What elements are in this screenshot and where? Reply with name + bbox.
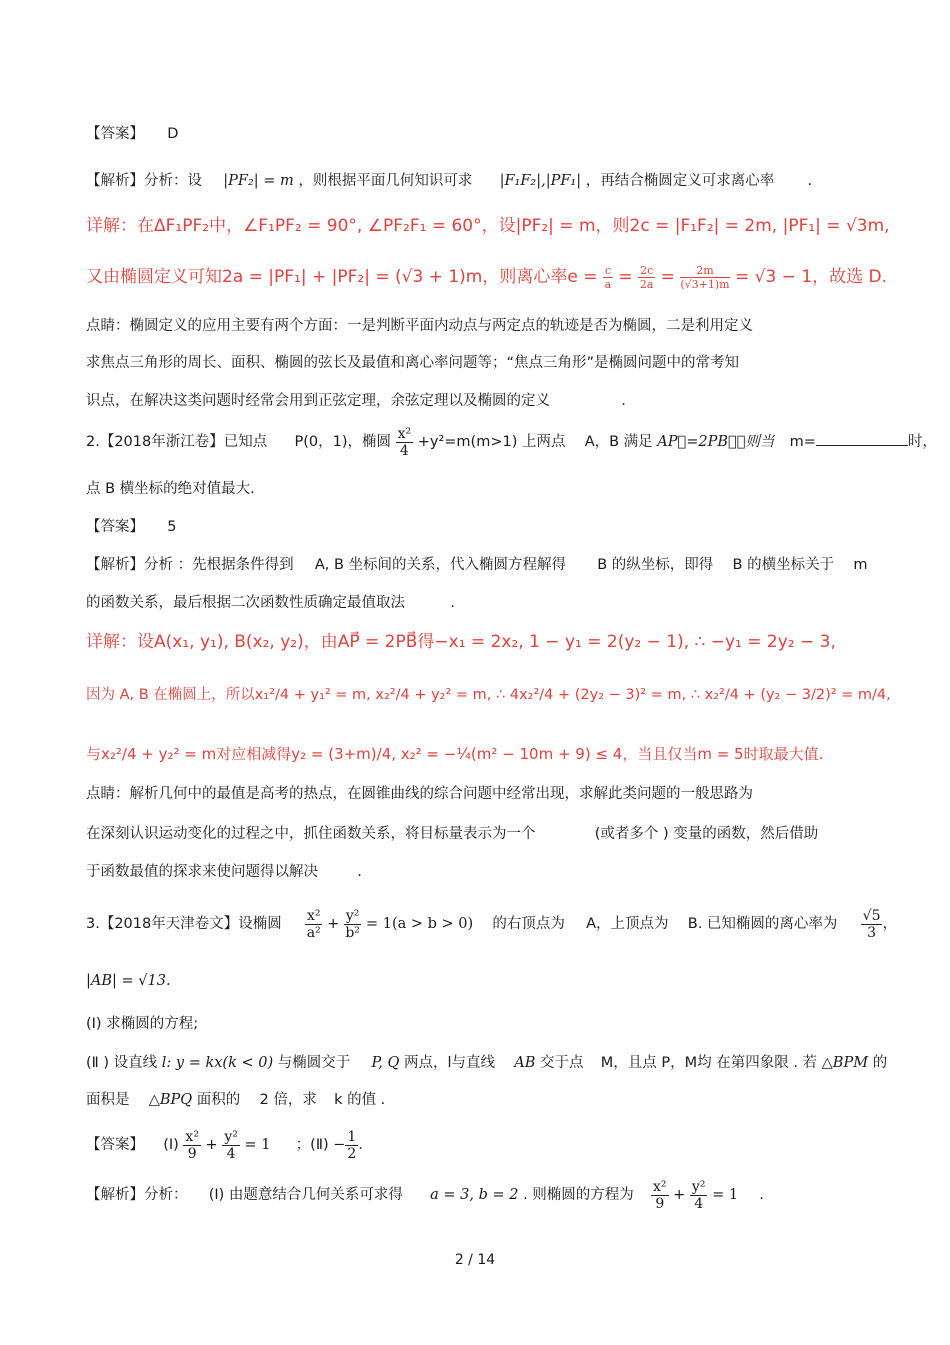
analysis-label: 【解析】分析：设 — [86, 173, 202, 189]
question-prefix: 2.【2018年浙江卷】已知点 — [86, 434, 268, 450]
note-text: (或者多个 ) 变量的函数，然后借助 — [594, 826, 819, 842]
frac-bottom: 9 — [187, 1145, 197, 1162]
answer-blank — [816, 431, 908, 446]
note-text: 于函数最值的探求来使问题得以解决 — [86, 864, 318, 880]
question-text: 点 B 横坐标的绝对值最大. — [86, 481, 255, 497]
note-text: 识点，在解决这类问题时经常会用到正弦定理，余弦定理以及椭圆的定义 — [86, 393, 550, 409]
question-vector: AP⃗=2PB⃗，则当 — [657, 434, 775, 450]
analysis-line-1 — [86, 171, 880, 191]
frac-bottom: a² — [306, 924, 321, 941]
analysis-text: . 则椭圆的方程为 — [523, 1187, 634, 1203]
note-text: 在深刻认识运动变化的过程之中，抓住函数关系，将目标量表示为一个 — [86, 826, 536, 842]
note-line-2-3 — [86, 862, 880, 882]
answer-line-3: 【答案】 (Ⅰ) $\frac{\text{x²}}{9}$ + $\frac{\text{y²}}{4}$ = 1 ；(Ⅱ) − $\frac{1}{2}$ . — [86, 1128, 363, 1162]
fraction-x2-9 — [183, 1129, 201, 1162]
answer-line-2 — [86, 517, 880, 537]
analysis-dot: . — [759, 1187, 764, 1203]
fraction-x2-a2 — [305, 908, 323, 941]
ab-values: a = 3, b = 2 — [430, 1187, 519, 1203]
frac-bottom: 2a — [639, 277, 654, 291]
question-text: (Ⅰ) 求椭圆的方程; — [86, 1016, 199, 1032]
analysis-text: B 的纵坐标，即得 — [597, 557, 714, 573]
analysis-text: B 的横坐标关于 — [732, 557, 835, 573]
frac-top: 2m — [680, 264, 729, 278]
frac-top: x² — [653, 1178, 667, 1195]
fraction-y2-4 — [690, 1179, 708, 1212]
note-line-2-1 — [86, 784, 880, 804]
fraction-x2-4 — [396, 426, 414, 459]
answer-part-label: ；(Ⅱ) — [295, 1137, 329, 1153]
ab-length: |AB| = √13. — [86, 973, 171, 989]
line-equation: l: y = kx(k < 0) — [161, 1055, 274, 1071]
analysis-text-end: ，再结合椭圆定义可求离心率 — [585, 173, 775, 189]
question-text: 交于点 — [540, 1055, 584, 1071]
detail-text: 与x₂²/4 + y₂² = m对应相减得y₂ = (3+m)/4, x₂² = −¼(m² − 10m + 9) ≤ 4，当且仅当m = 5时取最大值. — [86, 745, 824, 763]
question-3-line-1: 3.【2018年天津卷文】设椭圆 $\frac{\text{x²}}{\text{a²}}$ + $\frac{\text{y²}}{\text{b²}}$ = 1(a > b > 0) 的右顶点为 A，上顶点为 B. 已知椭圆的离心率为 $\frac{√5}{3}$ ， — [86, 907, 897, 941]
frac-top: √5 — [862, 907, 881, 924]
detail-text: 详解：设A(x₁, y₁), B(x₂, y₂)，由AP⃗ = 2PB⃗得−x₁ = 2x₂, 1 − y₁ = 2(y₂ − 1), ∴ −y₁ = 2y₂ − 3, — [86, 632, 836, 652]
answer-dot: . — [358, 1137, 363, 1153]
question-text: B. 已知椭圆的离心率为 — [687, 916, 838, 932]
question-prefix: 3.【2018年天津卷文】设椭圆 — [86, 916, 282, 932]
frac-bottom: 4 — [226, 1145, 236, 1162]
detail-text-end: = √3 − 1，故选 D. — [734, 267, 888, 287]
note-text: 求焦点三角形的周长、面积、椭圆的弦长及最值和离心率问题等；“焦点三角形”是椭圆问题中的常考知 — [86, 355, 740, 371]
note-text: 点睛：解析几何中的最值是高考的热点，在圆锥曲线的综合问题中经常出现，求解此类问题的一般思路为 — [86, 786, 753, 802]
detail-line-2-1 — [86, 632, 880, 652]
question-2-line-1 — [86, 424, 937, 480]
note-line-2-2 — [86, 824, 880, 844]
analysis-text: 【解析】分析 ：先根据条件得到 — [86, 557, 294, 573]
question-3-line-2 — [86, 971, 880, 991]
answer-value: D — [167, 126, 179, 142]
question-3-part-2b — [86, 1090, 880, 1110]
question-text: 2 倍，求 — [259, 1092, 317, 1108]
fraction-x2-9 — [651, 1179, 669, 1212]
answer-label: 【答案】 — [86, 1137, 144, 1153]
note-line-3 — [86, 391, 880, 411]
question-3-part-2 — [86, 1053, 888, 1073]
analysis-dot: . — [807, 173, 813, 189]
frac-top: y² — [691, 1178, 706, 1195]
note-line-2 — [86, 353, 880, 373]
analysis-text: ，则根据平面几何知识可求 — [298, 173, 473, 189]
detail-text: 详解：在ΔF₁PF₂中，∠F₁PF₂ = 90°, ∠PF₂F₁ = 60°，设|PF₂| = m，则2c = |F₁F₂| = 2m, |PF₁| = √3m, — [86, 216, 890, 236]
detail-text: 因为 A, B 在椭圆上，所以x₁²/4 + y₁² = m, x₂²/4 + y₂² = m, ∴ 4x₂²/4 + (2y₂ − 3)² = m, ∴ x₂²/4 + (y₂ − 3/2)² = m/4, — [86, 687, 891, 703]
frac-top: 1 — [347, 1128, 357, 1145]
answer-part-label: (Ⅰ) — [163, 1137, 179, 1153]
comma: ， — [882, 916, 897, 932]
math-pf2: |PF₂| = m — [223, 173, 294, 189]
analysis-text: 的函数关系，最后根据二次函数性质确定最值取法 — [86, 595, 405, 611]
analysis-text: (Ⅰ) 由题意结合几何关系可求得 — [208, 1187, 403, 1203]
frac-bottom: 2 — [347, 1145, 357, 1162]
line-ab: AB — [514, 1055, 536, 1071]
answer-label: 【答案】 — [86, 126, 144, 142]
analysis-line-2 — [86, 555, 880, 575]
frac-top: y² — [224, 1128, 238, 1145]
analysis-text: A, B 坐标间的关系，代入椭圆方程解得 — [314, 557, 567, 573]
frac-top: y² — [345, 907, 360, 924]
question-3-part-1 — [86, 1014, 880, 1034]
minus-sign: − — [333, 1137, 346, 1153]
analysis-dot: . — [450, 595, 455, 611]
equation-tail: = 1(a > b > 0) — [366, 916, 474, 932]
answer-line-1 — [86, 124, 880, 144]
frac-top: x² — [306, 907, 321, 924]
question-text: 的右顶点为 — [492, 916, 565, 932]
fraction-y2-b2 — [344, 908, 362, 941]
question-text: A，上顶点为 — [586, 916, 669, 932]
analysis-text: m — [853, 557, 868, 573]
note-text: 点睛：椭圆定义的应用主要有两个方面：一是判断平面内动点与两定点的轨迹是否为椭圆，二是利用定义 — [86, 318, 753, 334]
question-text: +y²=m(m>1) 上两点 — [417, 434, 566, 450]
question-text: 面积是 — [86, 1092, 130, 1108]
frac-bottom: a — [604, 277, 612, 291]
question-2-line-2 — [86, 479, 880, 499]
detail-text: 又由椭圆定义可知2a = |PF₁| + |PF₂| = (√3 + 1)m，则离心率e = — [86, 267, 598, 287]
note-dot: . — [357, 864, 362, 880]
detail-line-2: 又由椭圆定义可知2a = |PF₁| + |PF₂| = (√3 + 1)m，则离心率e = $\frac{c}{a}$ = $\frac{2c}{2a}$ = $\frac{2m}{(√3+1)m}$ = √3 − 1，故选 D. — [86, 263, 888, 291]
question-text: (Ⅱ ) 设直线 — [86, 1055, 158, 1071]
triangle-bpm: △BPM — [821, 1055, 869, 1071]
answer-value: 5 — [167, 519, 177, 535]
question-point: P(0，1)，椭圆 — [294, 434, 391, 450]
question-text: 面积的 — [196, 1092, 241, 1108]
math-f1f2: |F₁F₂|,|PF₁| — [499, 173, 582, 189]
answer-label: 【答案】 — [86, 519, 144, 535]
detail-line-2-2 — [86, 684, 891, 705]
question-ab: A，B 满足 — [584, 434, 653, 450]
equation-tail: = 1 — [244, 1137, 271, 1153]
fraction-2m — [680, 264, 729, 291]
question-text: 两点，l与直线 — [404, 1055, 496, 1071]
fraction-2c-2a — [638, 264, 655, 291]
frac-bottom: 3 — [867, 924, 877, 941]
question-text: k 的值 . — [334, 1092, 386, 1108]
frac-bottom: b² — [345, 924, 360, 941]
analysis-line-2b — [86, 593, 880, 613]
question-text: 与椭圆交于 — [277, 1055, 351, 1071]
frac-bottom: 9 — [655, 1195, 665, 1212]
question-m: m= — [789, 434, 816, 450]
analysis-label: 【解析】分析： — [86, 1187, 188, 1203]
fraction-1-2 — [345, 1129, 358, 1162]
fraction-y2-4 — [222, 1129, 240, 1162]
page-number: 2 / 14 — [454, 1252, 496, 1268]
analysis-line-3: 【解析】分析： (Ⅰ) 由题意结合几何关系可求得 a = 3, b = 2 . 则椭圆的方程为 $\frac{\text{x²}}{9}$ + $\frac{\text{y²}}{4}$ = 1 . — [86, 1178, 764, 1212]
question-text: 的 — [872, 1055, 888, 1071]
frac-top: c — [604, 263, 612, 277]
detail-line-1 — [86, 216, 890, 236]
detail-line-2-3 — [86, 744, 880, 764]
frac-top: 2c — [640, 263, 654, 277]
fraction-eccentricity — [861, 908, 883, 941]
triangle-bpq: △BPQ — [148, 1092, 193, 1108]
points-pq: P, Q — [371, 1055, 400, 1071]
equation-tail: = 1 — [712, 1187, 739, 1203]
frac-bottom: (√3+1)m — [680, 277, 730, 291]
frac-top: x² — [397, 425, 412, 442]
fraction-c-a — [603, 264, 613, 291]
frac-bottom: 4 — [694, 1195, 704, 1212]
frac-bottom: 4 — [399, 442, 409, 459]
note-line-1 — [86, 316, 880, 336]
question-tail: 时， — [907, 434, 937, 450]
question-text: M，且点 P，M均 在第四象限 . 若 — [600, 1055, 818, 1071]
note-dot: . — [621, 393, 626, 409]
frac-top: x² — [185, 1128, 199, 1145]
